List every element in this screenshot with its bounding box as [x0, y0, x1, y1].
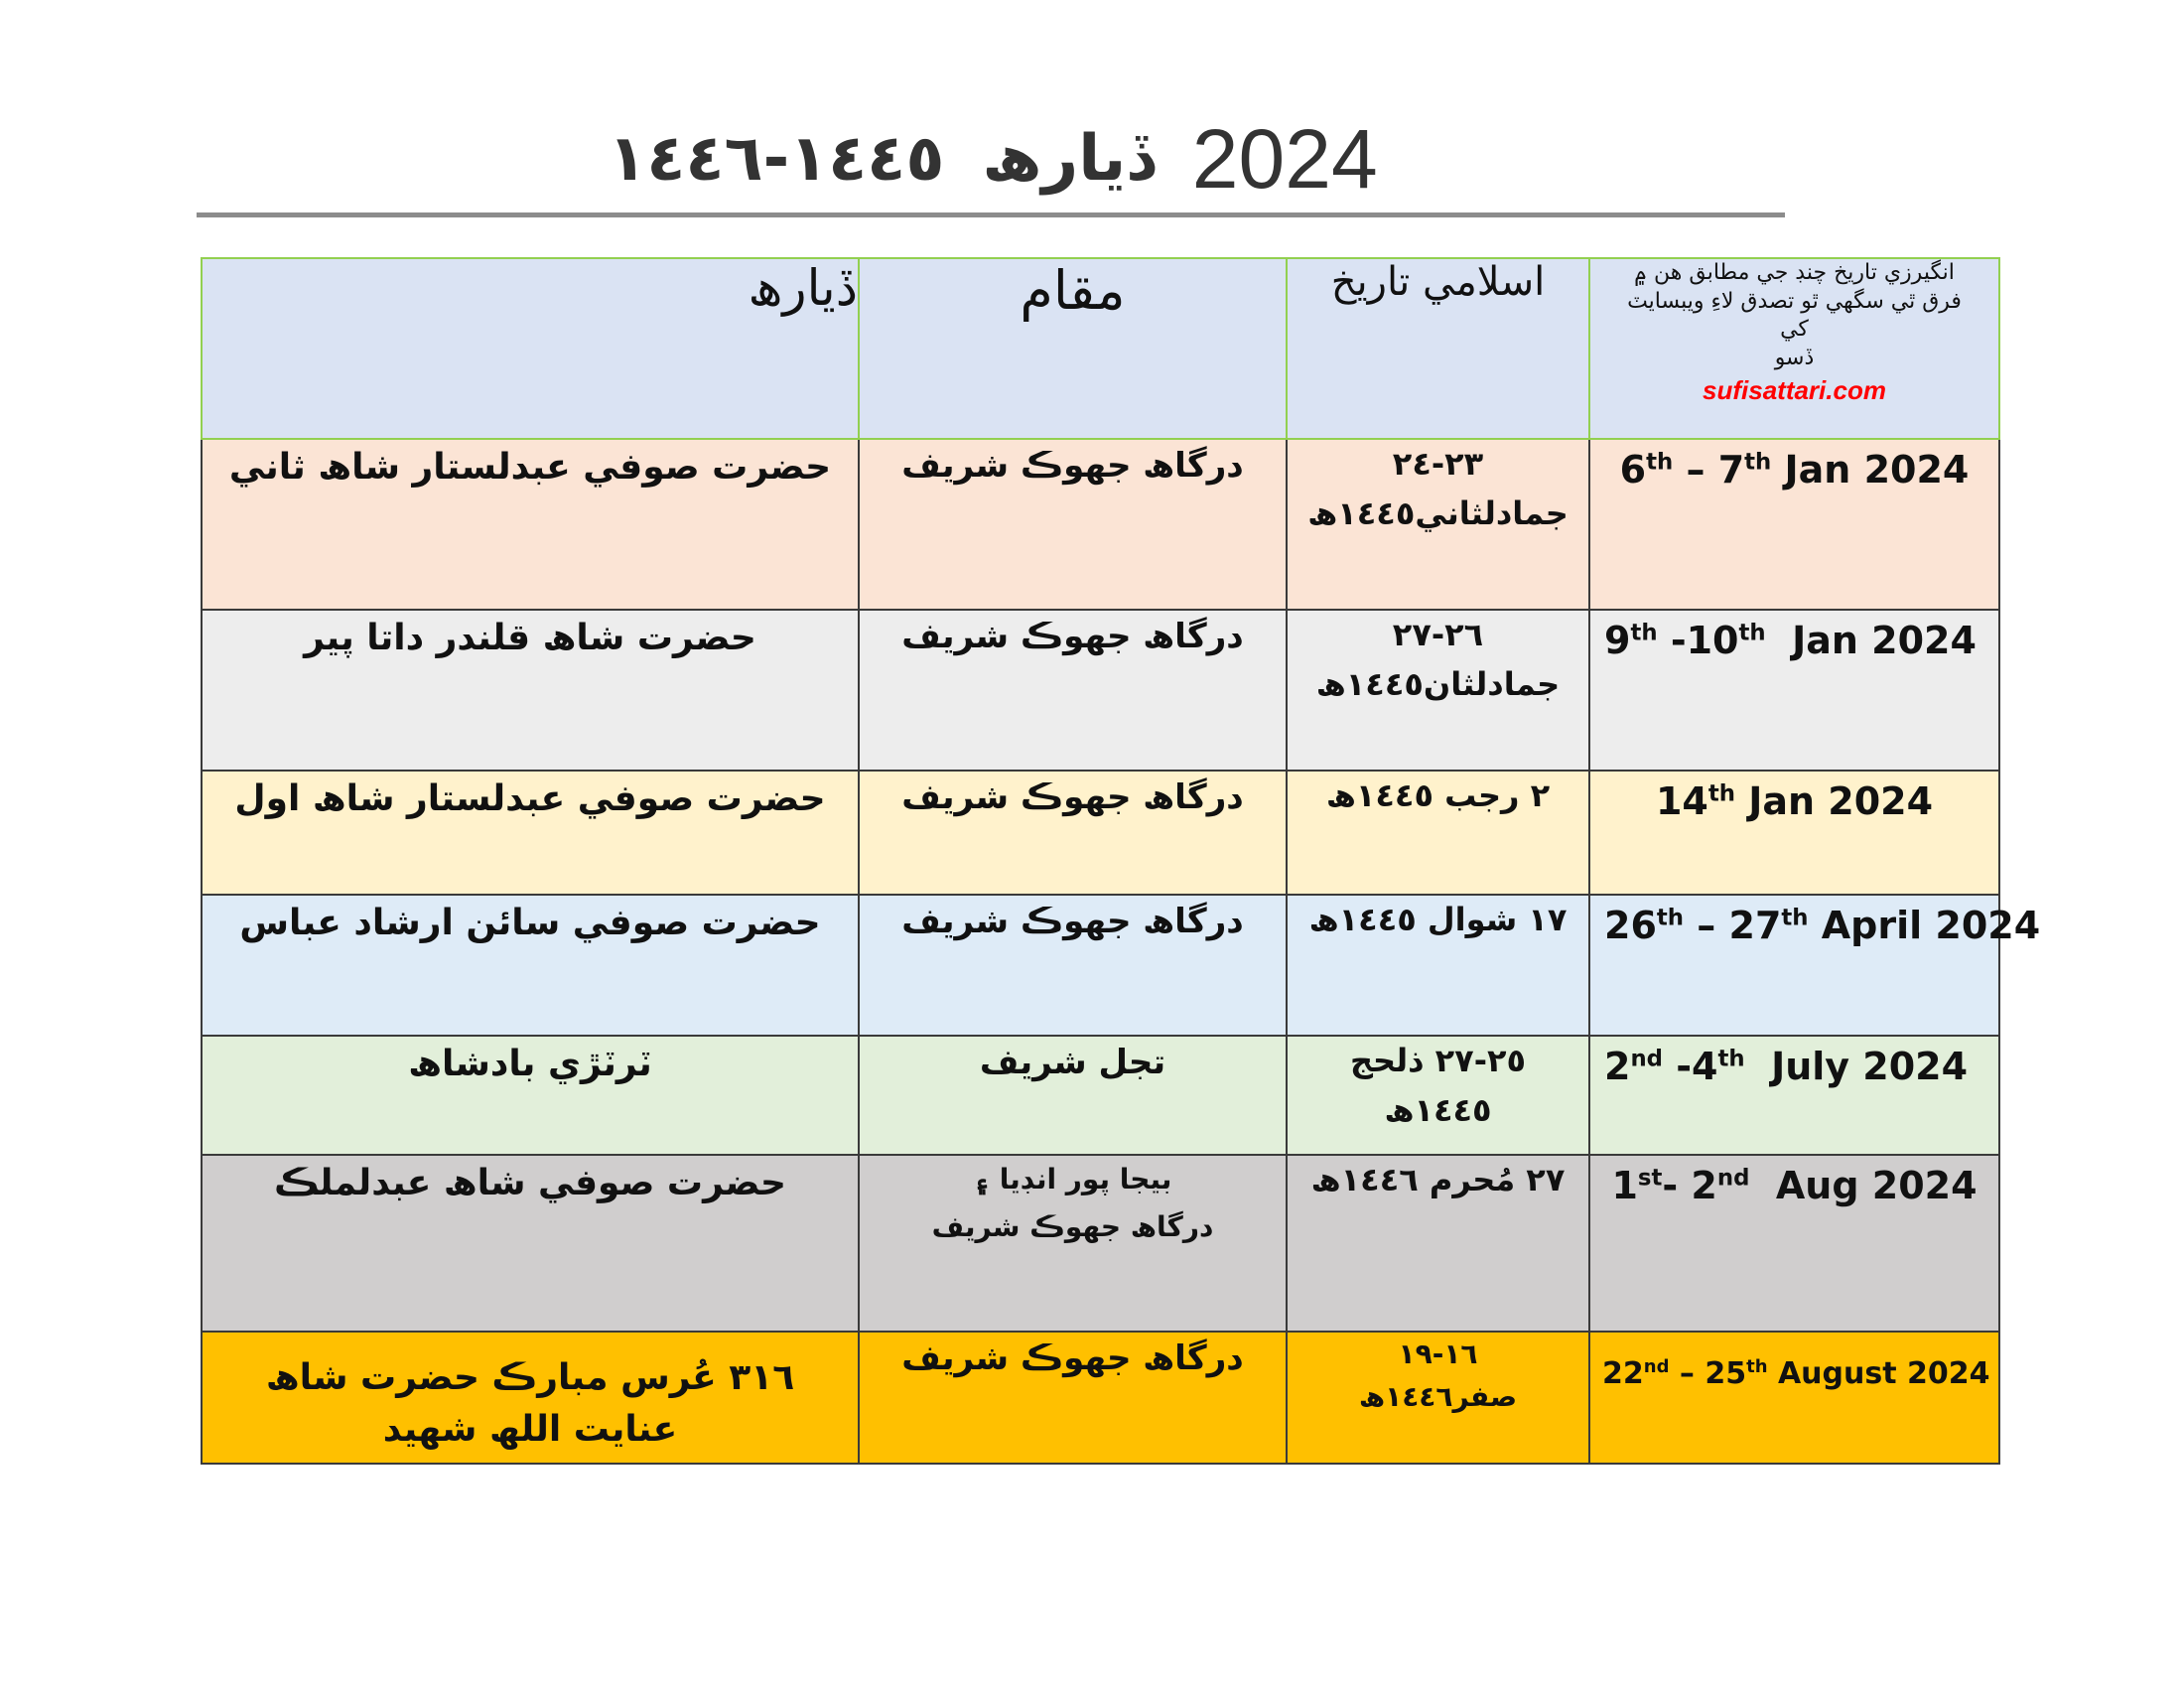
table-row — [202, 1332, 1999, 1464]
ziyarah-name-cell: حضرت شاھ قلندر داتا پير — [202, 610, 859, 771]
header-maqam: مقام — [859, 258, 1287, 439]
date-d2: 10 — [1686, 619, 1739, 662]
date-s1: th — [1646, 449, 1674, 476]
maqam-cell — [859, 895, 1287, 1036]
header-ziyarah: ڏيارھ — [202, 258, 859, 439]
islamic-date-cell — [1287, 1155, 1589, 1332]
date-s2: th — [1717, 1046, 1745, 1072]
english-date-cell — [1589, 895, 2041, 1036]
maqam-line: تجل شريف — [979, 1043, 1166, 1082]
date-rest: August 2024 — [1767, 1356, 1990, 1391]
date-d2: 7 — [1717, 448, 1745, 492]
title-hijri-years: ١٤٤٥-١٤٤٦ — [608, 122, 945, 196]
table-header-row — [202, 258, 1999, 439]
english-date-cell — [1589, 771, 1999, 895]
islamic-date-line: ١٦-١٩ — [1398, 1337, 1478, 1370]
date-s2: th — [1738, 620, 1766, 646]
islamic-date-cell — [1287, 1036, 1589, 1155]
english-date-cell — [1589, 439, 1999, 610]
maqam-line: درگاھ جھوڪ شريف — [931, 1209, 1214, 1243]
table-body — [202, 258, 2041, 1464]
note-line: ڏسو — [1774, 345, 1815, 370]
header-english-date-note — [1589, 258, 1999, 439]
note-line: فرق ٿي سگھي ٿو تصدق لاءِ ويبسايٽ — [1627, 288, 1962, 314]
page-title — [199, 99, 1787, 218]
date-d2: 4 — [1692, 1045, 1718, 1088]
ziyarah-name-cell: ٽرٽڙي بادشاھ — [202, 1036, 859, 1155]
english-date-cell — [1589, 1332, 1999, 1464]
date-s2: nd — [1716, 1165, 1750, 1192]
english-date-cell — [1589, 610, 1999, 771]
date-s2: th — [1781, 905, 1809, 931]
table-row — [202, 1036, 1999, 1155]
date-d1: 9 — [1604, 619, 1631, 662]
date-d1: 26 — [1604, 904, 1657, 947]
islamic-date-line: جمادلثاني١٤٤٥ھ — [1307, 493, 1569, 532]
date-rest: Jan 2024 — [1771, 448, 1970, 492]
islamic-date-line: ٢٧ مُحرم ١٤٤٦ھ — [1310, 1161, 1566, 1198]
maqam-line: درگاھ جھوڪ شريف — [901, 446, 1244, 486]
ziyarah-name-cell: ٣١٦ عُرس مبارڪ حضرت شاھ عنايت اللھ شھيد — [202, 1332, 859, 1464]
date-s2: th — [1744, 449, 1772, 476]
islamic-date-cell — [1287, 895, 1589, 1036]
maqam-cell — [859, 439, 1287, 610]
date-s2: th — [1746, 1356, 1768, 1377]
date-d1: 2 — [1604, 1045, 1631, 1088]
islamic-date-line: صفر١٤٤٦ھ — [1358, 1380, 1518, 1414]
islamic-date-line: ١٤٤٥ھ — [1384, 1090, 1492, 1129]
maqam-line: درگاھ جھوڪ شريف — [901, 1338, 1244, 1378]
date-d2: 27 — [1728, 904, 1782, 947]
date-rest: Aug 2024 — [1749, 1164, 1978, 1207]
maqam-line: درگاھ جھوڪ شريف — [901, 617, 1244, 656]
maqam-line: درگاھ جھوڪ شريف — [901, 902, 1244, 941]
maqam-cell — [859, 610, 1287, 771]
date-sep: - — [1657, 619, 1687, 662]
islamic-date-line: ٢ رجب ١٤٤٥ھ — [1325, 776, 1551, 814]
ziyarah-name-cell: حضرت صوفي شاھ عبدلملڪ — [202, 1155, 859, 1332]
title-year: 2024 — [1191, 112, 1378, 206]
islamic-date-cell — [1287, 771, 1589, 895]
date-sep: - — [1663, 1045, 1693, 1088]
islamic-date-line: ٢٦-٢٧ — [1392, 616, 1484, 653]
date-d2: 2 — [1691, 1164, 1717, 1207]
table-row — [202, 610, 1999, 771]
islamic-date-cell — [1287, 610, 1589, 771]
date-sep: – — [1684, 904, 1729, 947]
maqam-cell — [859, 1332, 1287, 1464]
date-d1: 1 — [1611, 1164, 1638, 1207]
islamic-date-line: ٢٣-٢٤ — [1392, 445, 1484, 483]
maqam-cell — [859, 1036, 1287, 1155]
islamic-date-line: ١٧ شوال ١٤٤٥ھ — [1308, 901, 1568, 938]
note-line: کي — [1780, 317, 1809, 343]
table-row — [202, 1155, 1999, 1332]
date-s1: nd — [1643, 1356, 1670, 1377]
date-d1: 6 — [1619, 448, 1647, 492]
date-sep: – — [1669, 1356, 1706, 1391]
note-line: انگيرزي تاريخ چنڊ جي مطابق ھن ۾ — [1634, 260, 1955, 285]
table-row — [202, 895, 1999, 1036]
english-date-cell — [1589, 1036, 1999, 1155]
date-sep: – — [1673, 448, 1718, 492]
date-sep: - — [1662, 1164, 1692, 1207]
date-s1: th — [1630, 620, 1658, 646]
date-d2: 25 — [1705, 1356, 1747, 1391]
date-s1: th — [1707, 780, 1735, 807]
maqam-line: درگاھ جھوڪ شريف — [901, 777, 1244, 817]
date-s1: nd — [1630, 1046, 1664, 1072]
date-d1: 14 — [1655, 779, 1708, 823]
date-rest: Jan 2024 — [1734, 779, 1934, 823]
title-ziyarah: ڏيارھ — [982, 122, 1155, 196]
islamic-date-line: ٢٥-٢٧ ذلحج — [1349, 1042, 1527, 1079]
ziyarah-schedule-table — [201, 257, 2041, 1465]
date-rest: April 2024 — [1808, 904, 2041, 947]
ziyarah-name-cell: حضرت صوفي عبدلستار شاھ اول — [202, 771, 859, 895]
date-s1: th — [1656, 905, 1685, 931]
date-rest: July 2024 — [1744, 1045, 1969, 1088]
maqam-line: بيجا پور انڊيا ۽ — [973, 1163, 1172, 1196]
maqam-cell — [859, 1155, 1287, 1332]
english-date-cell — [1589, 1155, 1999, 1332]
table-row — [202, 771, 1999, 895]
islamic-date-line: جمادلثان١٤٤٥ھ — [1315, 664, 1561, 703]
date-s1: st — [1637, 1165, 1663, 1192]
maqam-cell — [859, 771, 1287, 895]
ziyarah-name-cell: حضرت صوفي سائن ارشاد عباس — [202, 895, 859, 1036]
islamic-date-cell — [1287, 439, 1589, 610]
islamic-date-cell — [1287, 1332, 1589, 1464]
title-underline — [197, 212, 1785, 217]
header-islamic-date: اسلامي تاريخ — [1287, 258, 1589, 439]
ziyarah-name-cell: حضرت صوفي عبدلستار شاھ ثاني — [202, 439, 859, 610]
website-link[interactable]: sufisattari.com — [1703, 375, 1886, 406]
date-d1: 22 — [1602, 1356, 1644, 1391]
date-rest: Jan 2024 — [1765, 619, 1977, 662]
table-row — [202, 439, 1999, 610]
